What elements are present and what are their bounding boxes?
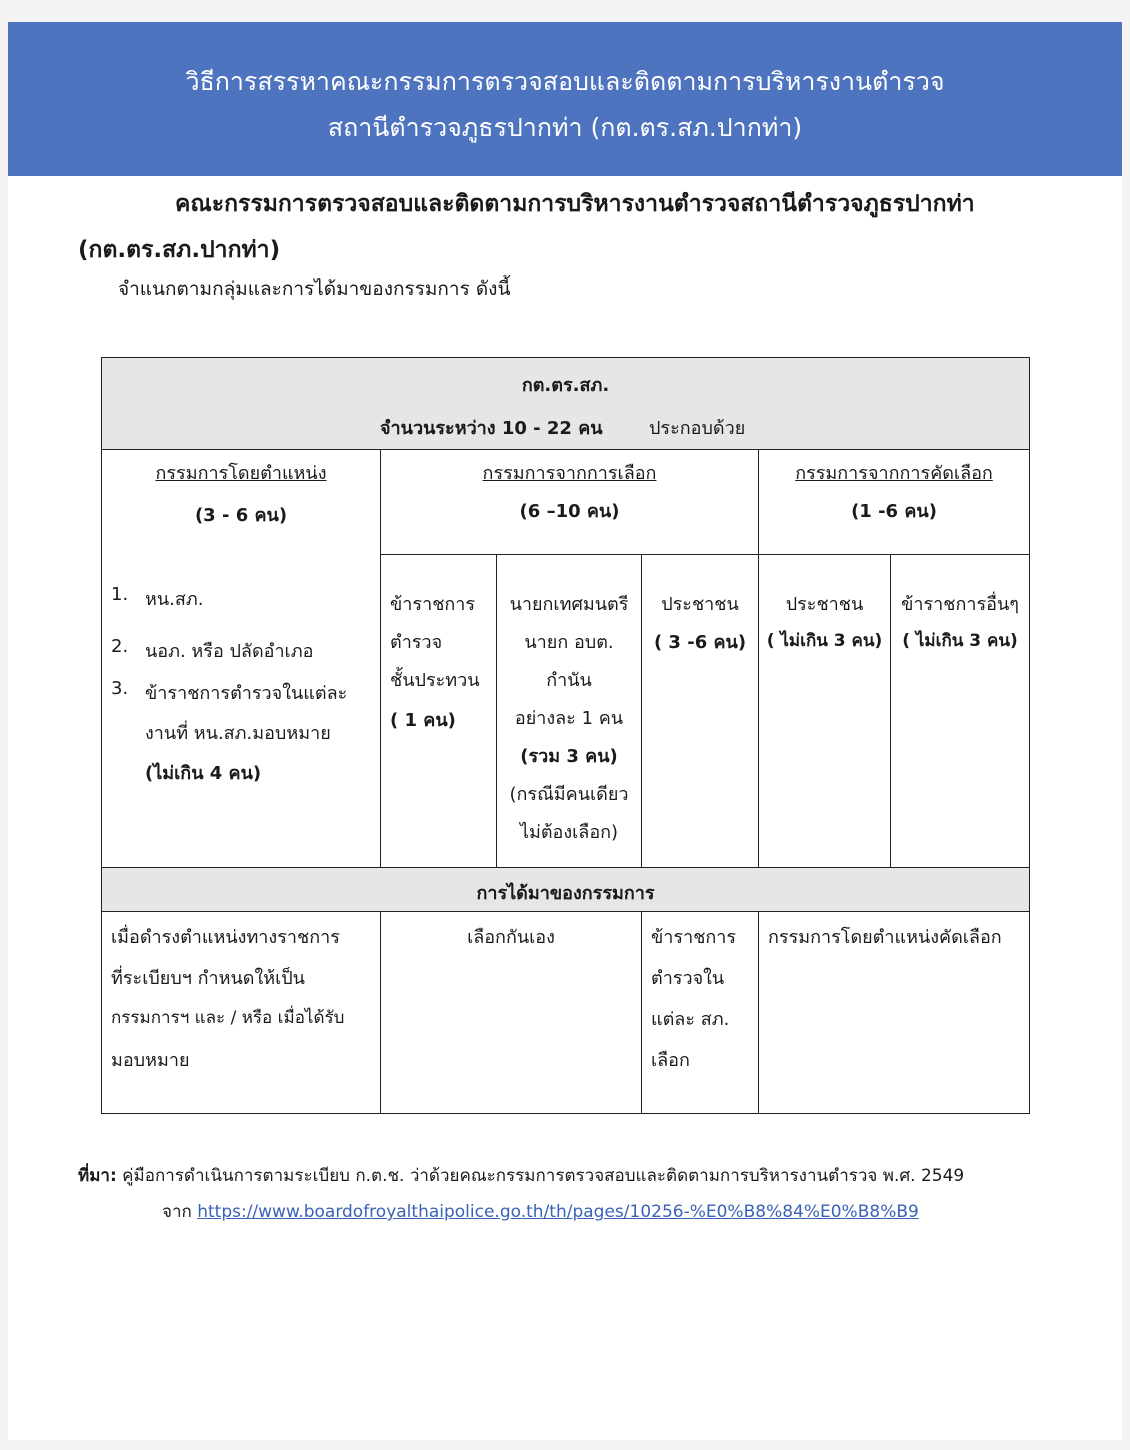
top-consist: ประกอบด้วย — [649, 418, 746, 439]
acq-col1-l4: มอบหมาย — [111, 1050, 190, 1071]
col2-sub-local-leaders — [496, 554, 642, 868]
col3-count: (1 -6 คน) — [851, 501, 937, 522]
col3-sub1-count: ( ไม่เกิน 3 คน) — [766, 631, 883, 651]
acq-col3-l1: ข้าราชการ — [651, 927, 737, 948]
banner-title-line1: วิธีการสรรหาคณะกรรมการตรวจสอบและติดตามการบริหารงานตำรวจ — [185, 67, 945, 96]
col2-count: (6 –10 คน) — [519, 501, 620, 522]
col2-sub2-l3: กำนัน — [546, 670, 592, 691]
col1-item3-num: 3. — [111, 678, 129, 699]
col3-sub-public — [758, 554, 891, 868]
source-link-line — [162, 1198, 919, 1225]
acquisition-header — [101, 867, 1030, 912]
col3-title: กรรมการจากการคัดเลือก — [795, 463, 993, 484]
committee-table — [101, 357, 1030, 1114]
col2-sub2-l1: นายกเทศมนตรี — [509, 594, 629, 615]
acq-col3 — [641, 911, 759, 1114]
col2-sub2-l4: อย่างละ 1 คน — [514, 708, 624, 729]
col1-item2-num: 2. — [111, 636, 129, 657]
acq-col3-l4: เลือก — [651, 1050, 690, 1071]
col1-item1-num: 1. — [111, 584, 129, 605]
col2-sub2-l2: นายก อบต. — [524, 632, 614, 653]
col1-item3-line2: งานที่ หน.สภ.มอบหมาย — [145, 723, 331, 744]
acq-col4-text: กรรมการโดยตำแหน่งคัดเลือก — [768, 927, 1002, 948]
table-top-header — [101, 357, 1030, 450]
col1-title: กรรมการโดยตำแหน่ง — [155, 463, 327, 484]
col-ex-officio — [101, 449, 381, 868]
col3-sub-other-officials — [890, 554, 1030, 868]
source-url-link[interactable]: https://www.boardofroyalthaipolice.go.th/th/pages/10256-%E0%B8%84%E0%B8%B9 — [197, 1202, 919, 1222]
acq-col2-text: เลือกกันเอง — [467, 927, 555, 948]
acq-col1-l2: ที่ระเบียบฯ กำหนดให้เป็น — [111, 968, 305, 989]
source-text: คู่มือการดำเนินการตามระเบียบ ก.ต.ช. ว่าด้วยคณะกรรมการตรวจสอบและติดตามการบริหารงานตำรวจ พ.ศ. 2549 — [122, 1166, 965, 1186]
acq-col1-l1: เมื่อดำรงตำแหน่งทางราชการ — [111, 927, 340, 948]
acq-col1 — [101, 911, 381, 1114]
col2-sub-police — [380, 554, 497, 868]
col2-sub1-count: ( 1 คน) — [390, 710, 456, 731]
banner-title-line2: สถานีตำรวจภูธรปากท่า (กต.ตร.สภ.ปากท่า) — [327, 113, 803, 142]
col3-sub2-l1: ข้าราชการอื่นๆ — [901, 594, 1019, 615]
col1-item2-text: นอภ. หรือ ปลัดอำเภอ — [145, 641, 314, 662]
acq-col3-l2: ตำรวจใน — [651, 968, 725, 989]
intro-text: จำแนกตามกลุ่มและการได้มาของกรรมการ ดังนี้ — [118, 278, 511, 300]
col2-sub-public — [641, 554, 759, 868]
col2-sub3-count: ( 3 -6 คน) — [653, 632, 747, 653]
col-selected-header — [758, 449, 1030, 555]
source-from: จาก — [162, 1202, 192, 1222]
acq-col1-l3: กรรมการฯ และ / หรือ เมื่อได้รับ — [111, 1008, 345, 1028]
acq-col4 — [758, 911, 1030, 1114]
col2-sub1-l1: ข้าราชการ — [390, 594, 476, 615]
acq-col3-l3: แต่ละ สภ. — [651, 1009, 730, 1030]
top-title: กต.ตร.สภ. — [521, 375, 610, 396]
col1-count: (3 - 6 คน) — [194, 505, 288, 526]
col2-sub1-l2: ตำรวจ — [390, 632, 443, 653]
acq-title: การได้มาของกรรมการ — [476, 883, 655, 904]
col3-sub2-count: ( ไม่เกิน 3 คน) — [902, 631, 1018, 651]
col2-sub1-l3: ชั้นประทวน — [390, 670, 480, 691]
acq-col2 — [380, 911, 642, 1114]
top-count: จำนวนระหว่าง 10 - 22 คน — [380, 418, 603, 439]
title-banner — [8, 22, 1122, 176]
section-heading: คณะกรรมการตรวจสอบและติดตามการบริหารงานตำรวจสถานีตำรวจภูธรปากท่า — [175, 191, 975, 217]
col2-title: กรรมการจากการเลือก — [482, 463, 657, 484]
col2-sub2-note2: ไม่ต้องเลือก) — [519, 822, 619, 843]
col1-item3-limit: (ไม่เกิน 4 คน) — [145, 763, 262, 784]
col2-sub3-l1: ประชาชน — [661, 594, 739, 615]
col-elected-header — [380, 449, 759, 555]
col2-sub2-note1: (กรณีมีคนเดียว — [509, 784, 629, 805]
col1-item3-text: ข้าราชการตำรวจในแต่ละ — [145, 683, 348, 704]
section-heading-cont: (กต.ตร.สภ.ปากท่า) — [78, 237, 281, 263]
source-note — [78, 1162, 964, 1189]
source-label: ที่มา: — [78, 1166, 117, 1186]
col2-sub2-count: (รวม 3 คน) — [520, 746, 618, 767]
col1-item1-text: หน.สภ. — [145, 589, 204, 610]
col3-sub1-l1: ประชาชน — [785, 594, 864, 615]
